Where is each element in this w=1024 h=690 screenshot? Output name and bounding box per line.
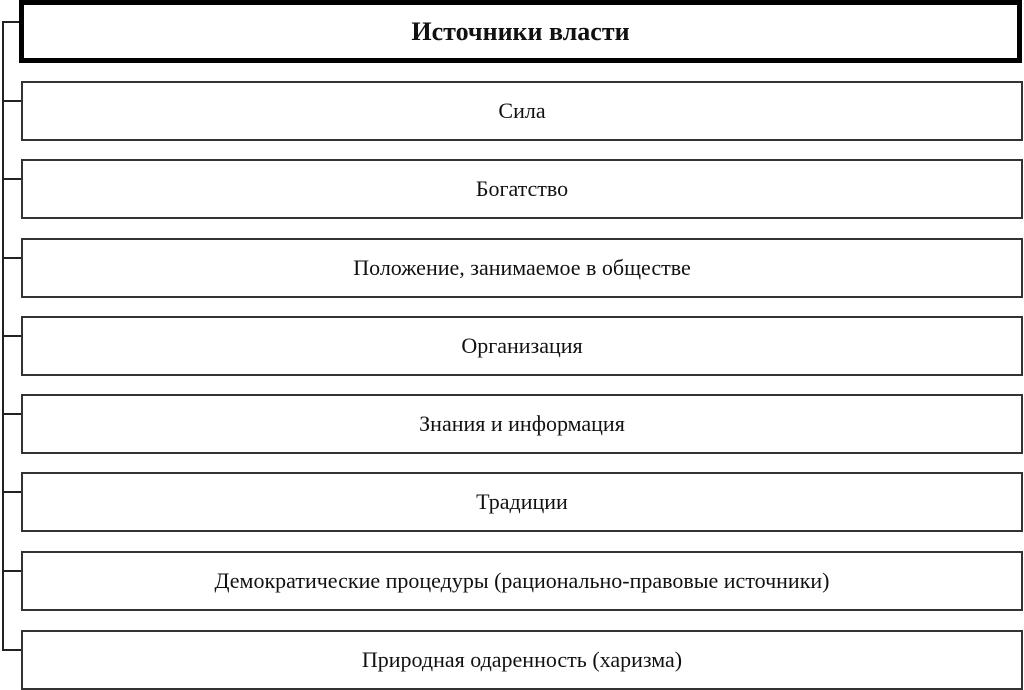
source-label: Демократические процедуры (рационально-правовые источники)	[214, 568, 830, 593]
source-label: Организация	[461, 333, 583, 358]
source-label: Сила	[498, 98, 546, 123]
source-label: Богатство	[475, 176, 569, 201]
source-box-knowledge	[21, 394, 1023, 454]
source-box-organization	[21, 316, 1023, 376]
source-box-wealth	[21, 159, 1023, 219]
source-label: Положение, занимаемое в обществе	[353, 255, 691, 280]
source-box-strength	[21, 81, 1023, 141]
connector	[2, 649, 22, 651]
source-label: Знания и информация	[419, 411, 625, 436]
source-box-charisma	[21, 630, 1023, 690]
source-box-position	[21, 238, 1023, 298]
connector	[2, 100, 22, 102]
connector	[2, 413, 22, 415]
connector	[2, 257, 22, 259]
source-box-democratic	[21, 551, 1023, 611]
connector	[2, 570, 22, 572]
source-label: Традиции	[476, 489, 568, 514]
diagram-title: Источники власти	[411, 16, 630, 46]
connector	[2, 491, 22, 493]
connector	[2, 178, 22, 180]
source-box-traditions	[21, 472, 1023, 532]
source-label: Природная одаренность (харизма)	[361, 647, 683, 672]
connector	[2, 335, 22, 337]
diagram-title-box	[19, 0, 1022, 63]
